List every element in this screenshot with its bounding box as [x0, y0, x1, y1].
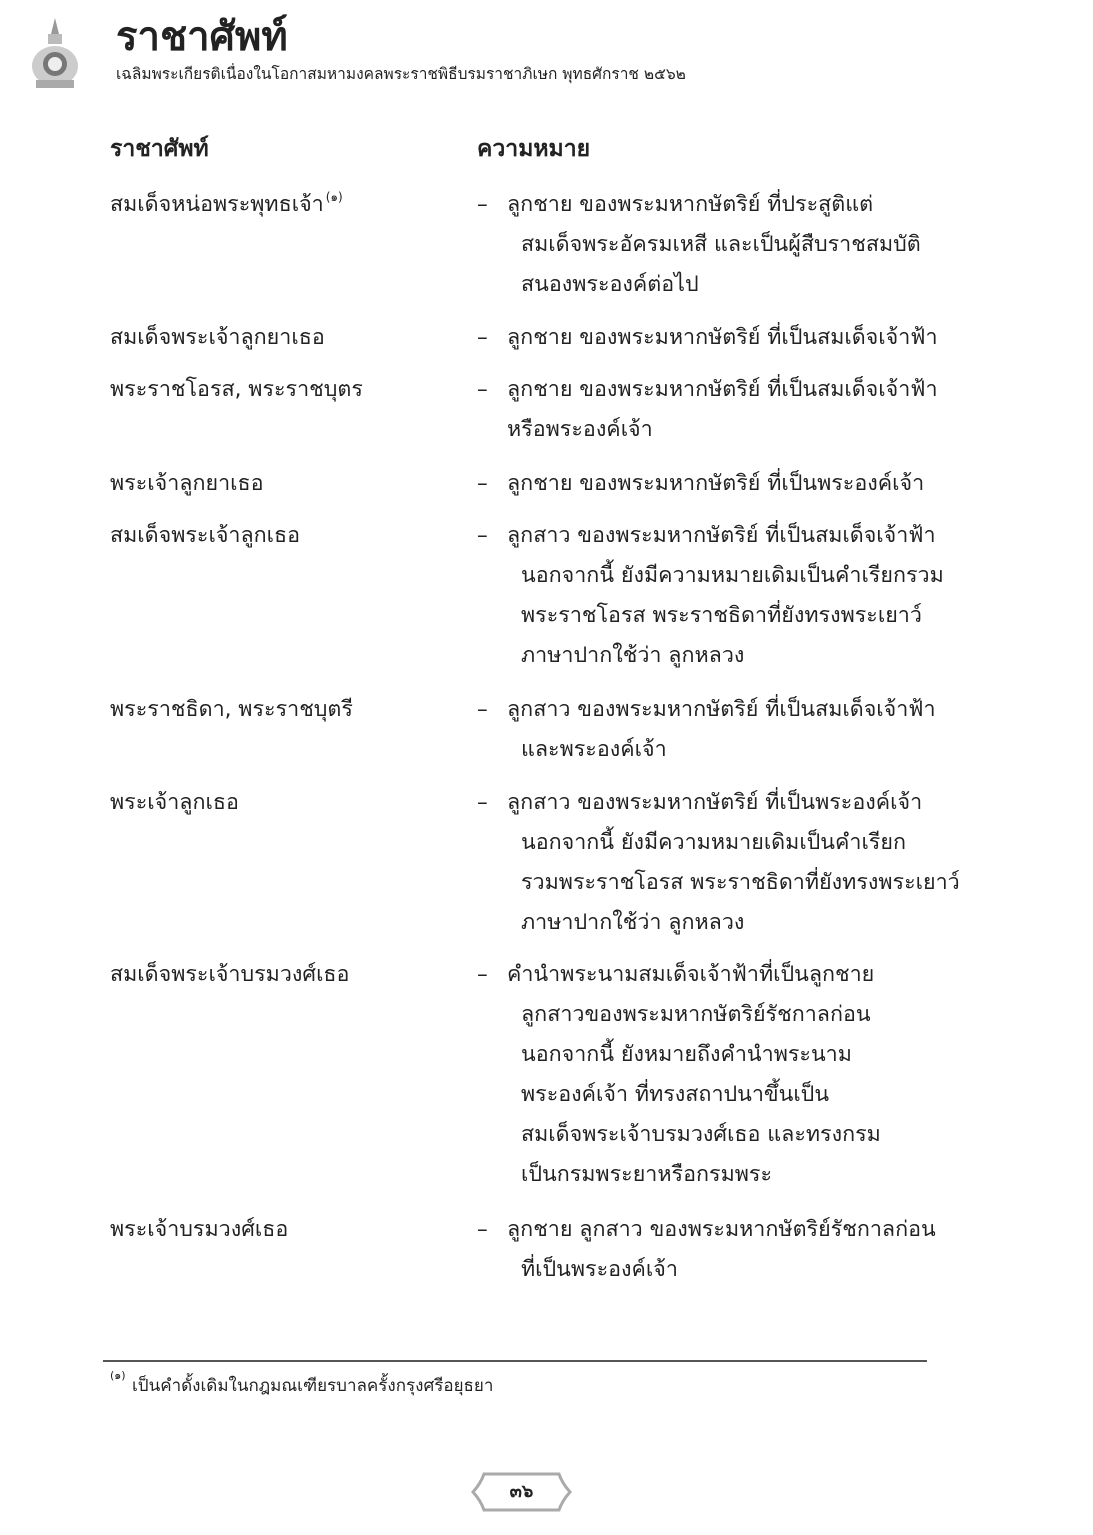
meaning-line: ลูกสาว ของพระมหากษัตริย์ ที่เป็นสมเด็จเจ้าฟ้า — [507, 523, 936, 548]
dash: – — [477, 192, 488, 217]
term-text: สมเด็จหน่อพระพุทธเจ้า — [110, 192, 324, 217]
term-text: สมเด็จพระเจ้าบรมวงศ์เธอ — [110, 962, 350, 987]
entry-term — [110, 318, 325, 358]
meaning-line: ภาษาปากใช้ว่า ลูกหลวง — [521, 643, 745, 668]
meaning-line: นอกจากนี้ ยังมีความหมายเดิมเป็นคำเรียก — [521, 830, 906, 855]
term-text: พระเจ้าบรมวงศ์เธอ — [110, 1217, 289, 1242]
meaning-line: รวมพระราชโอรส พระราชธิดาที่ยังทรงพระเยาว์ — [521, 870, 960, 895]
meaning-line: ลูกสาว ของพระมหากษัตริย์ ที่เป็นพระองค์เจ้า — [507, 790, 923, 815]
entry-term — [110, 690, 353, 730]
royal-emblem-logo — [30, 16, 80, 90]
meaning-line: สมเด็จพระเจ้าบรมวงศ์เธอ และทรงกรม — [521, 1122, 881, 1147]
dash: – — [477, 377, 488, 402]
meaning-line: ลูกสาว ของพระมหากษัตริย์ ที่เป็นสมเด็จเจ้าฟ้า — [507, 697, 936, 722]
meaning-line: ลูกชาย ของพระมหากษัตริย์ ที่เป็นสมเด็จเจ้าฟ้า — [507, 325, 938, 350]
entry-meaning — [507, 516, 947, 676]
dash: – — [477, 1217, 488, 1242]
dash: – — [477, 471, 488, 496]
meaning-line: หรือพระองค์เจ้า — [507, 417, 653, 442]
dash: – — [477, 325, 488, 350]
entry-meaning — [507, 690, 947, 770]
term-text: พระราชโอรส, พระราชบุตร — [110, 377, 363, 402]
page-number: ๓๖ — [509, 1481, 534, 1502]
footnote-ref: (๑) — [325, 190, 343, 204]
meaning-line: ลูกชาย ของพระมหากษัตริย์ ที่ประสูติแต่ — [507, 192, 874, 217]
meaning-line: ภาษาปากใช้ว่า ลูกหลวง — [521, 910, 745, 935]
entry-term — [110, 370, 363, 410]
entry-term — [110, 516, 300, 556]
meaning-line: และพระองค์เจ้า — [521, 737, 667, 762]
footnote-mark: (๑) — [110, 1369, 126, 1382]
meaning-line: คำนำพระนามสมเด็จเจ้าฟ้าที่เป็นลูกชาย — [507, 962, 875, 987]
entry-meaning — [507, 370, 947, 450]
term-text: พระเจ้าลูกยาเธอ — [110, 471, 264, 496]
term-text: พระเจ้าลูกเธอ — [110, 790, 239, 815]
footnote-text: เป็นคำดั้งเดิมในกฎมณเฑียรบาลครั้งกรุงศรีอยุธยา — [132, 1376, 494, 1396]
entry-meaning — [507, 1210, 947, 1290]
dash: – — [477, 697, 488, 722]
column-header-meaning: ความหมาย — [477, 136, 591, 162]
meaning-line: ลูกชาย ลูกสาว ของพระมหากษัตริย์รัชกาลก่อน — [507, 1217, 936, 1242]
term-text: สมเด็จพระเจ้าลูกเธอ — [110, 523, 301, 548]
meaning-line: เป็นกรมพระยาหรือกรมพระ — [521, 1162, 773, 1187]
meaning-line: สนองพระองค์ต่อไป — [521, 272, 699, 297]
dash: – — [477, 790, 488, 815]
term-text: พระราชธิดา, พระราชบุตรี — [110, 697, 353, 722]
meaning-line: พระองค์เจ้า ที่ทรงสถาปนาขึ้นเป็น — [521, 1082, 830, 1107]
meaning-line: นอกจากนี้ ยังหมายถึงคำนำพระนาม — [521, 1042, 852, 1067]
page-subtitle: เฉลิมพระเกียรติเนื่องในโอกาสมหามงคลพระราชพิธีบรมราชาภิเษก พุทธศักราช ๒๕๖๒ — [116, 65, 686, 83]
entry-meaning — [507, 464, 947, 504]
dash: – — [477, 523, 488, 548]
entry-term — [110, 1210, 288, 1250]
entry-meaning — [507, 318, 947, 358]
entry-meaning — [507, 955, 947, 1195]
meaning-line: สมเด็จพระอัครมเหสี และเป็นผู้สืบราชสมบัติ — [521, 232, 921, 257]
meaning-line: นอกจากนี้ ยังมีความหมายเดิมเป็นคำเรียกรวม — [521, 563, 944, 588]
meaning-line: ลูกสาวของพระมหากษัตริย์รัชกาลก่อน — [521, 1002, 871, 1027]
footnote-divider — [103, 1360, 927, 1362]
meaning-line: ที่เป็นพระองค์เจ้า — [521, 1257, 678, 1282]
entry-term — [110, 955, 349, 995]
page-title: ราชาศัพท์ — [116, 13, 288, 60]
entry-meaning — [507, 185, 947, 305]
meaning-line: พระราชโอรส พระราชธิดาที่ยังทรงพระเยาว์ — [521, 603, 922, 628]
entry-term — [110, 185, 343, 225]
term-text: สมเด็จพระเจ้าลูกยาเธอ — [110, 325, 325, 350]
dash: – — [477, 962, 488, 987]
entry-term — [110, 783, 239, 823]
entry-term — [110, 464, 264, 504]
entry-meaning — [507, 783, 960, 943]
meaning-line: ลูกชาย ของพระมหากษัตริย์ ที่เป็นสมเด็จเจ้าฟ้า — [507, 377, 938, 402]
meaning-line: ลูกชาย ของพระมหากษัตริย์ ที่เป็นพระองค์เจ้า — [507, 471, 925, 496]
column-header-term: ราชาศัพท์ — [110, 136, 209, 162]
